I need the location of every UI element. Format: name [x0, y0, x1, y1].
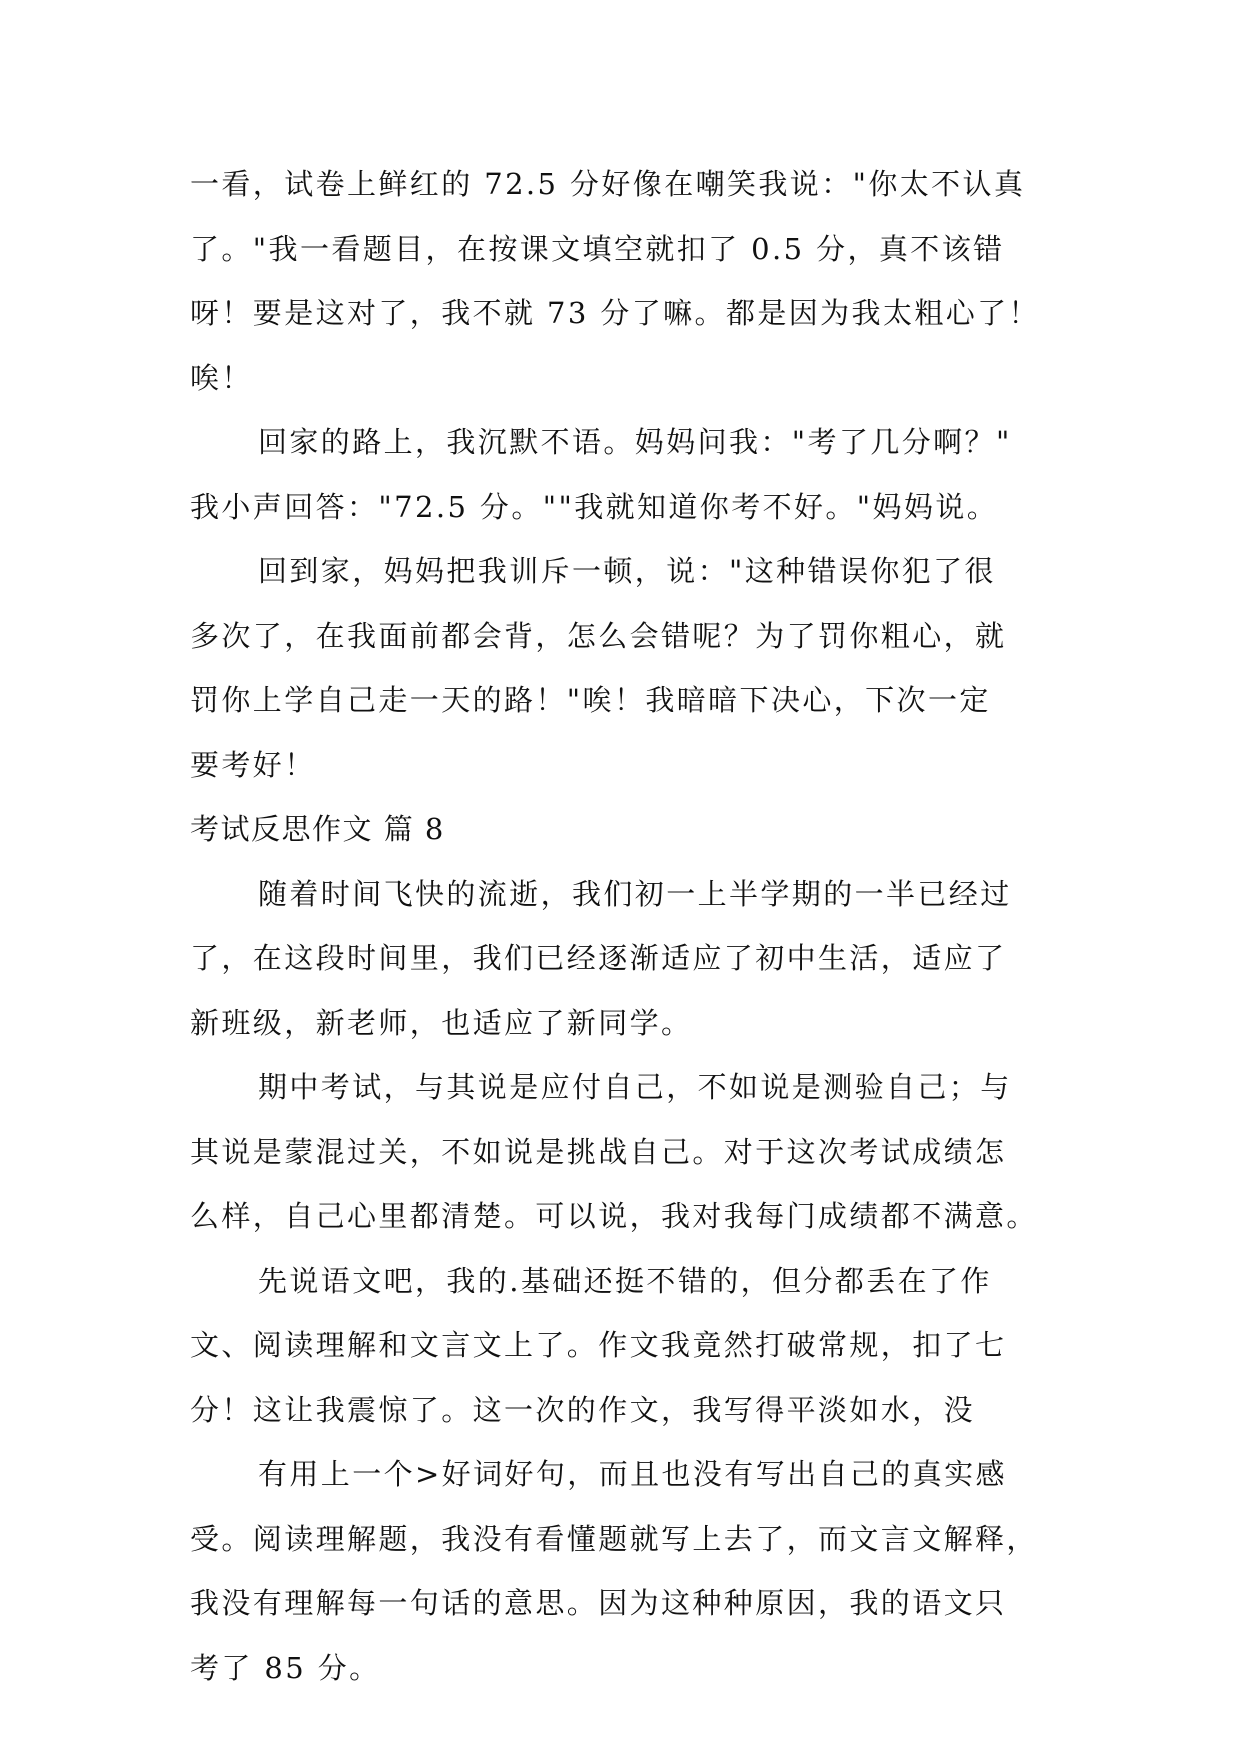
text-line: 罚你上学自己走一天的路！"唉！我暗暗下决心，下次一定 [190, 683, 991, 717]
text-line: 文、阅读理解和文言文上了。作文我竟然打破常规，扣了七 [190, 1328, 1007, 1362]
paragraph-first-line: 回家的路上，我沉默不语。妈妈问我："考了几分啊？" [258, 425, 1012, 459]
text-line: 其说是蒙混过关，不如说是挑战自己。对于这次考试成绩怎 [190, 1134, 1007, 1169]
text-line: 新班级，新老师，也适应了新同学。 [190, 1005, 693, 1040]
text-line: 受。阅读理解题，我没有看懂题就写上去了，而文言文解释， [190, 1521, 1038, 1556]
text-line: 呀！要是这对了，我不就 73 分了嘛。都是因为我太粗心了！ [190, 296, 1040, 330]
document-body [190, 152, 1060, 1700]
text-line: 分！这让我震惊了。这一次的作文，我写得平淡如水，没 [190, 1392, 976, 1427]
text-line: 一看，试卷上鲜红的 72.5 分好像在嘲笑我说："你太不认真 [190, 167, 1026, 201]
paragraph-first-line: 有用上一个>好词好句，而且也没有写出自己的真实感 [258, 1457, 1007, 1491]
text-line: 了。"我一看题目，在按课文填空就扣了 0.5 分，真不该错 [190, 231, 1005, 266]
text-line: 么样，自己心里都清楚。可以说，我对我每门成绩都不满意。 [190, 1199, 1038, 1233]
text-line: 了，在这段时间里，我们已经逐渐适应了初中生活，适应了 [190, 941, 1007, 975]
text-line: 考了 85 分。 [190, 1650, 381, 1685]
paragraph-first-line: 回到家，妈妈把我训斥一顿，说："这种错误你犯了很 [258, 554, 996, 588]
text-line: 我没有理解每一句话的意思。因为这种种原因，我的语文只 [190, 1586, 1007, 1620]
text-line: 要考好！ [190, 747, 316, 782]
text-line: 唉！ [190, 360, 253, 395]
text-line: 我小声回答："72.5 分。""我就知道你考不好。"妈妈说。 [190, 489, 999, 524]
text-line: 多次了，在我面前都会背，怎么会错呢？为了罚你粗心，就 [190, 618, 1007, 653]
paragraph-first-line: 期中考试，与其说是应付自己，不如说是测验自己；与 [258, 1070, 1012, 1104]
paragraph-first-line: 随着时间飞快的流逝，我们初一上半学期的一半已经过 [258, 876, 1012, 911]
paragraph-first-line: 先说语文吧，我的.基础还挺不错的，但分都丢在了作 [258, 1263, 992, 1298]
section-heading: 考试反思作文 篇 8 [190, 812, 445, 846]
